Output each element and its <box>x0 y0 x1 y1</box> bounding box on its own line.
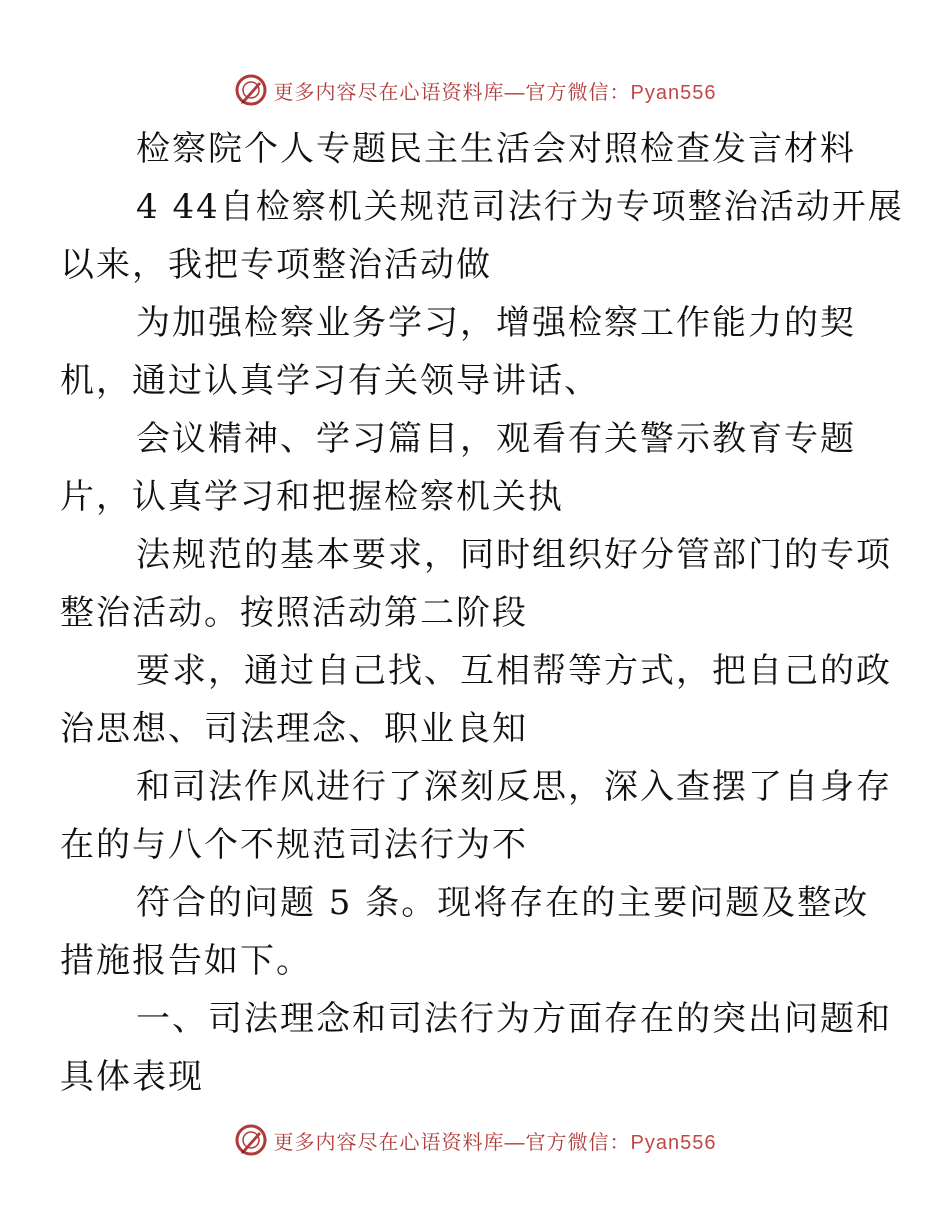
document-title: 检察院个人专题民主生活会对照检查发言材料 <box>136 129 856 169</box>
paragraph-7-line-1: 符合的问题 5 条。现将存在的主要问题及整改 <box>136 883 870 923</box>
section-heading-1-line-2: 具体表现 <box>60 1057 204 1097</box>
paragraph-5 <box>60 642 892 758</box>
header-banner-id: Pyan556 <box>630 81 717 104</box>
header-banner-main: 更多内容尽在心语资料库—官方微信： <box>273 81 631 104</box>
footer-banner-text <box>274 1126 717 1155</box>
paragraph-2 <box>60 294 858 410</box>
paragraph-1-line-1: 4 44自检察机关规范司法行为专项整治活动开展 <box>136 187 904 227</box>
paragraph-3-line-2: 片，认真学习和把握检察机关执 <box>60 477 564 517</box>
paragraph-6 <box>60 758 892 874</box>
paragraph-5-line-1: 要求，通过自己找、互相帮等方式，把自己的政 <box>136 651 892 691</box>
paragraph-1-line-2: 以来，我把专项整治活动做 <box>60 245 492 285</box>
footer-banner-id: Pyan556 <box>630 1131 717 1154</box>
section-heading-1-line-1: 一、司法理念和司法行为方面存在的突出问题和 <box>136 999 892 1039</box>
footer-banner <box>0 1120 950 1160</box>
paragraph-4-line-1: 法规范的基本要求，同时组织好分管部门的专项 <box>136 535 892 575</box>
header-banner-text <box>274 76 717 105</box>
paragraph-6-line-2: 在的与八个不规范司法行为不 <box>60 825 528 865</box>
paragraph-7-line-2: 措施报告如下。 <box>60 941 312 981</box>
paragraph-1 <box>60 178 904 294</box>
paragraph-5-line-2: 治思想、司法理念、职业良知 <box>60 709 528 749</box>
pen-logo-icon <box>234 1123 268 1157</box>
paragraph-4-line-2: 整治活动。按照活动第二阶段 <box>60 593 528 633</box>
document-body <box>60 120 904 1106</box>
paragraph-4 <box>60 526 892 642</box>
section-heading-1 <box>60 990 892 1106</box>
pen-logo-icon <box>234 73 268 107</box>
footer-banner-main: 更多内容尽在心语资料库—官方微信： <box>273 1131 631 1154</box>
paragraph-6-line-1: 和司法作风进行了深刻反思，深入查摆了自身存 <box>136 767 892 807</box>
paragraph-7 <box>60 874 870 990</box>
paragraph-2-line-1: 为加强检察业务学习，增强检察工作能力的契 <box>136 303 856 343</box>
header-banner <box>0 70 950 110</box>
paragraph-2-line-2: 机，通过认真学习有关领导讲话、 <box>60 361 600 401</box>
paragraph-3 <box>60 410 858 526</box>
paragraph-3-line-1: 会议精神、学习篇目，观看有关警示教育专题 <box>136 419 856 459</box>
